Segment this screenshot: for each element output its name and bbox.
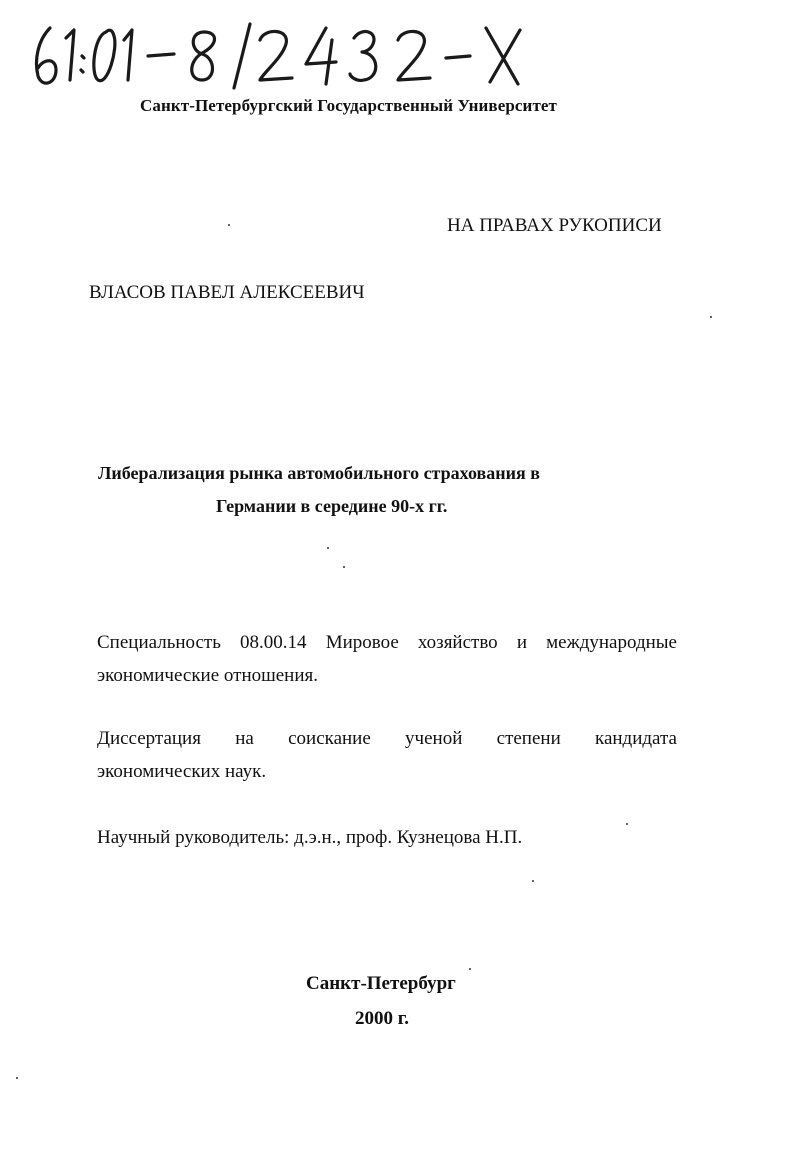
manuscript-note: НА ПРАВАХ РУКОПИСИ [447,215,662,236]
specialty-word: и [516,632,527,653]
specialty-word: Специальность [97,632,221,653]
dissertation-degree-block [97,722,677,788]
specialty-code: 08.00.14 [240,632,307,653]
dissertation-title-line-1: Либерализация рынка автомобильного страхования в [98,463,540,483]
scan-speck [228,224,230,226]
specialty-word: хозяйство [417,632,498,653]
scan-speck [343,566,345,568]
scan-speck [469,968,471,970]
specialty-block [97,626,677,692]
city-name: Санкт-Петербург [306,973,456,994]
dissertation-line-1 [97,722,677,755]
specialty-word: Мировое [325,632,399,653]
year: 2000 г. [355,1008,409,1029]
specialty-word: международные [546,632,677,653]
dissertation-word: степени [496,728,561,749]
dissertation-word: Диссертация [97,728,201,749]
dissertation-word: кандидата [595,728,677,749]
scan-speck [327,547,329,549]
dissertation-word: соискание [288,728,371,749]
author-name: ВЛАСОВ ПАВЕЛ АЛЕКСЕЕВИЧ [89,282,365,303]
dissertation-title-line-2: Германии в середине 90-х гг. [216,496,448,516]
handwritten-catalog-code [28,18,528,90]
specialty-line-1 [97,626,677,659]
specialty-line-2: экономические отношения. [97,665,319,686]
scan-speck [710,316,712,318]
handwritten-catalog-code-drawing [28,18,528,90]
dissertation-line-2: экономических наук. [97,761,267,782]
university-name: Санкт-Петербургский Государственный Университет [140,96,557,115]
dissertation-word: ученой [405,728,463,749]
scientific-supervisor: Научный руководитель: д.э.н., проф. Кузнецова Н.П. [97,827,523,848]
scan-speck [626,823,628,825]
scan-speck [532,880,534,882]
dissertation-word: на [235,728,254,749]
scan-speck [16,1077,18,1079]
